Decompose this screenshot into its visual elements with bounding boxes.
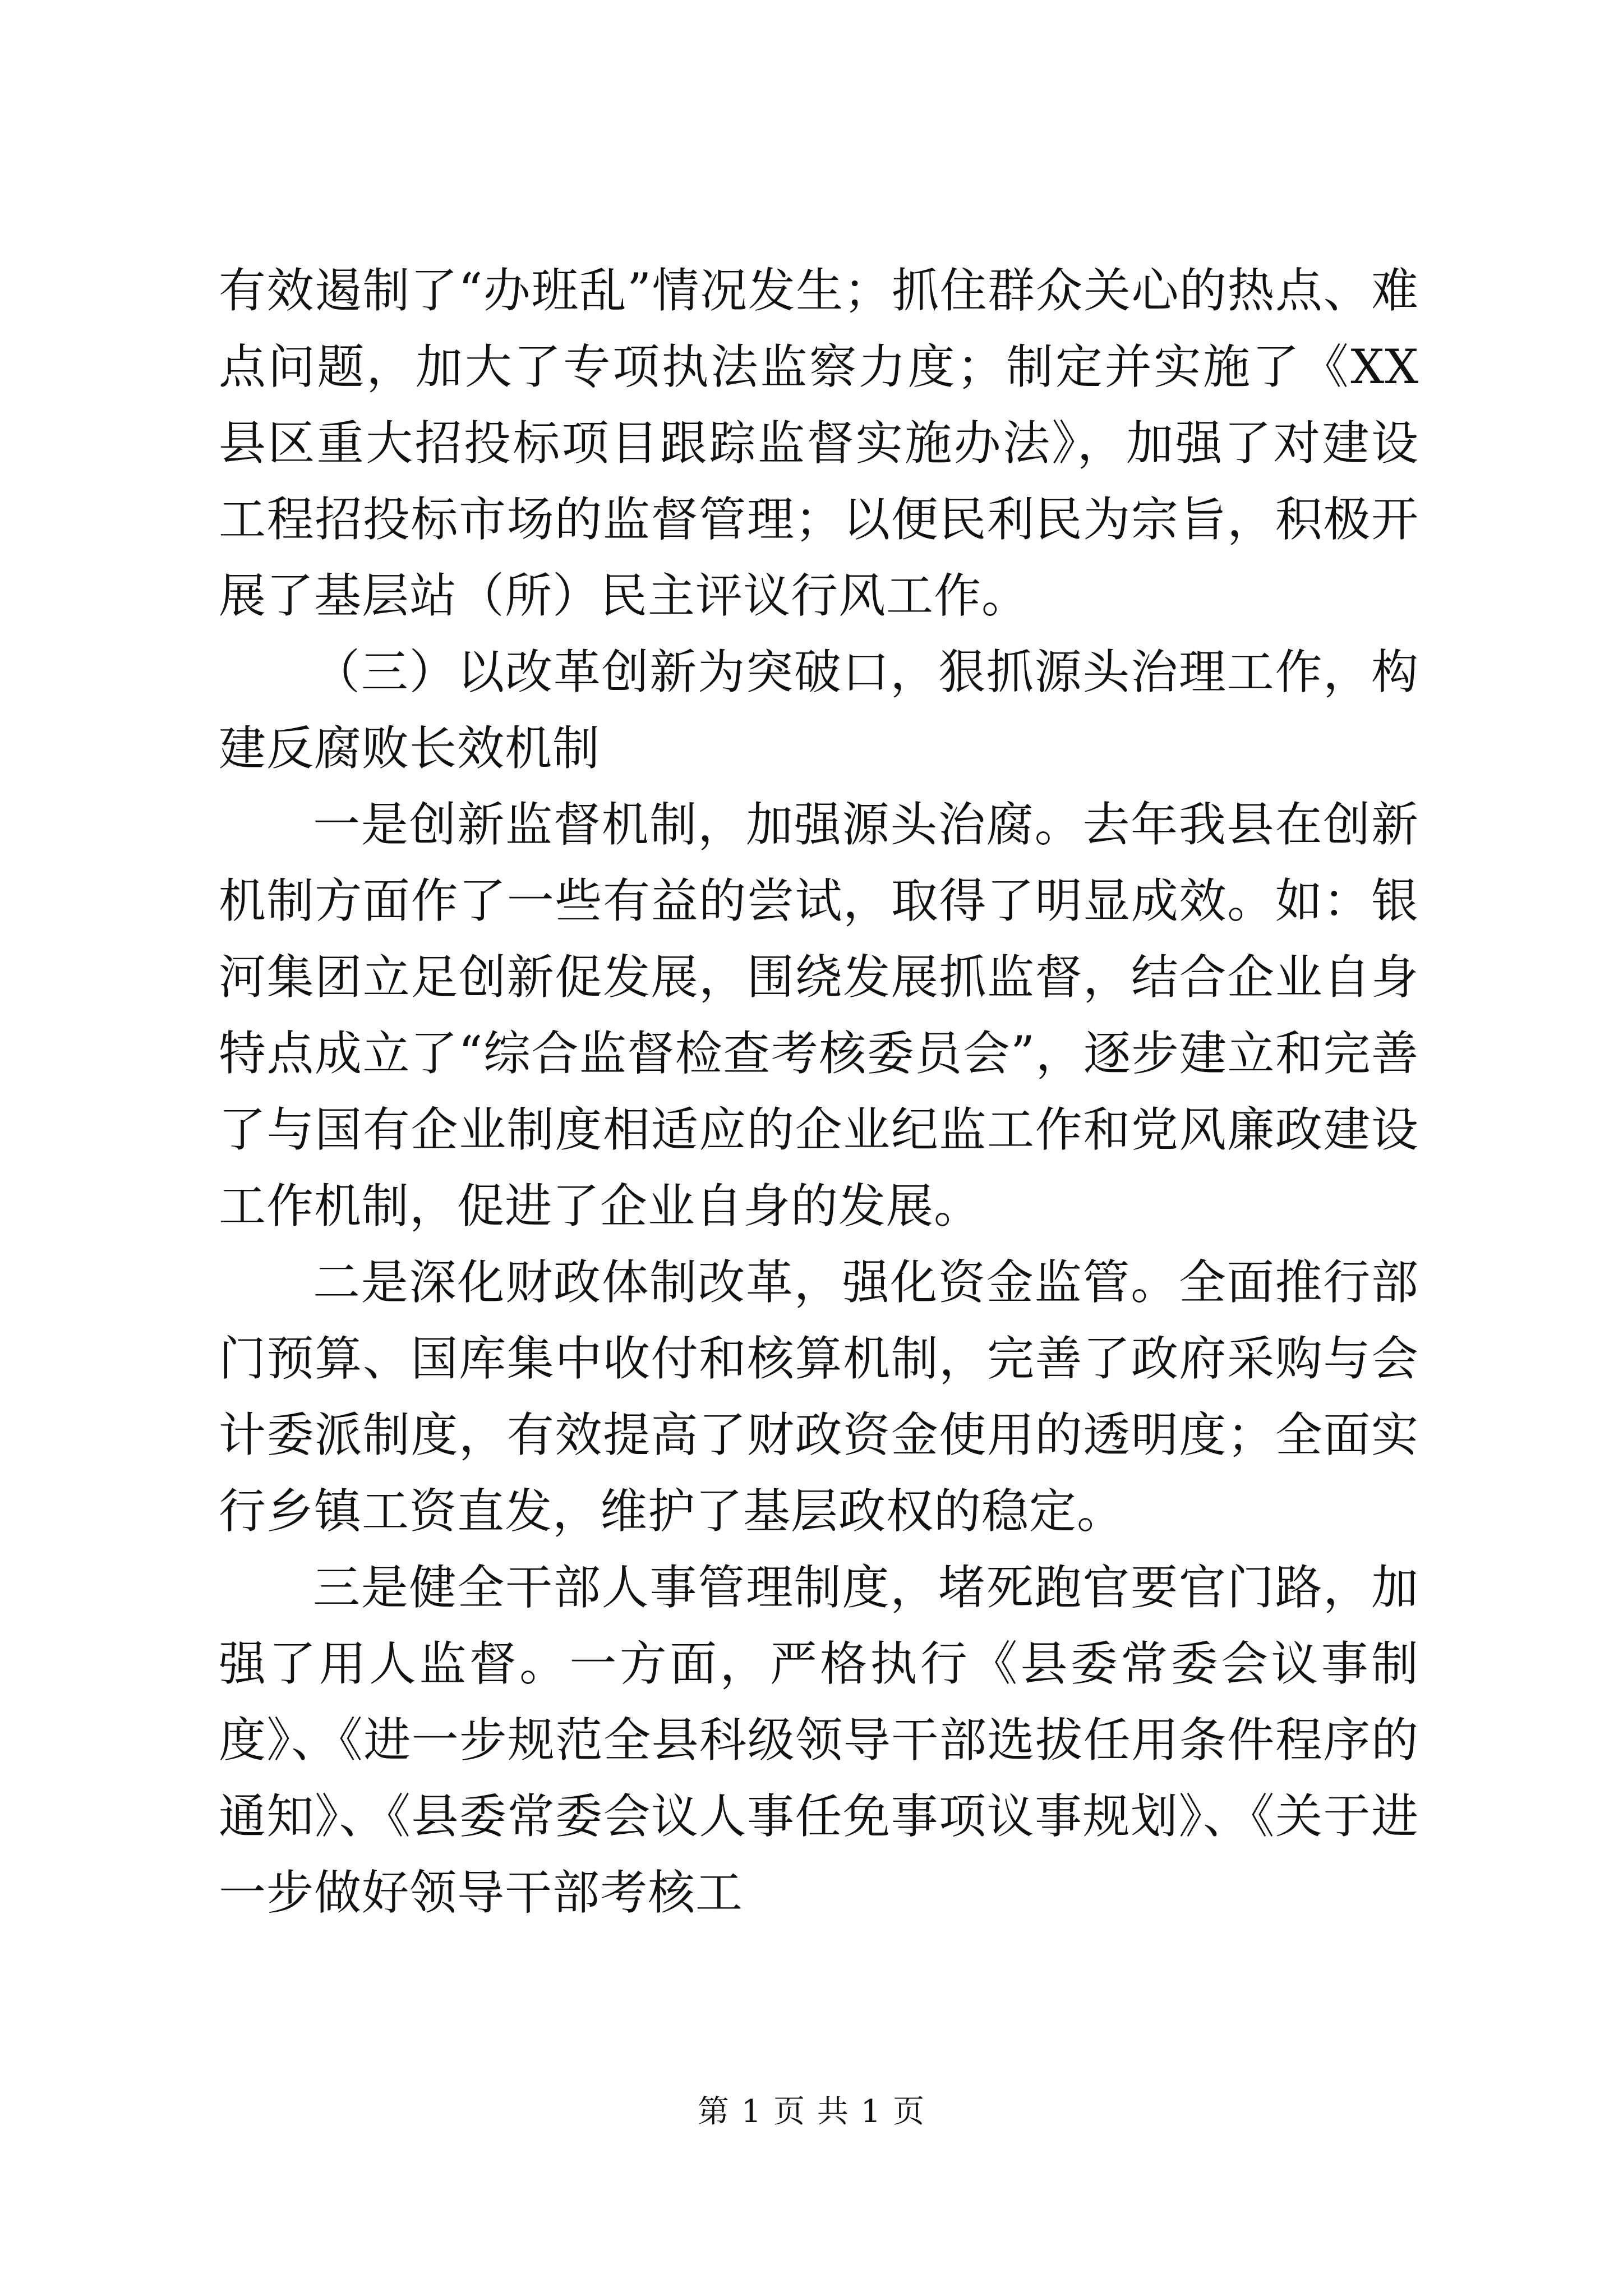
paragraph-continuation: 有效遏制了“办班乱”情况发生；抓住群众关心的热点、难点问题，加大了专项执法监察力度；制定并实施了《XX县区重大招投标项目跟踪监督实施办法》，加强了对建设工程招投标市场的监督管理；以便民利民为宗旨，积极开展了基层站（所）民主评议行风工作。 — [219, 263, 1419, 623]
section-heading: （三）以改革创新为突破口，狠抓源头治理工作，构建反腐败长效机制 — [219, 645, 1419, 776]
paragraph-fiscal-reform: 二是深化财政体制改革，强化资金监管。全面推行部门预算、国库集中收付和核算机制，完善了政府采购与会计委派制度，有效提高了财政资金使用的透明度；全面实行乡镇工资直发，维护了基层政权的稳定。 — [219, 1255, 1419, 1539]
paragraph-supervision-mechanism: 一是创新监督机制，加强源头治腐。去年我县在创新机制方面作了一些有益的尝试，取得了明显成效。如：银河集团立足创新促发展，围绕发展抓监督，结合企业自身特点成立了“综合监督检查考核委员会”，逐步建立和完善了与国有企业制度相适应的企业纪监工作和党风廉政建设工作机制，促进了企业自身的发展。 — [219, 797, 1419, 1234]
document-body — [219, 252, 1419, 1931]
page-number-footer: 第 1 页 共 1 页 — [697, 2093, 926, 2130]
paragraph-personnel-management: 三是健全干部人事管理制度，堵死跑官要官门路，加强了用人监督。一方面，严格执行《县委常委会议事制度》、《进一步规范全县科级领导干部选拔任用条件程序的通知》、《县委常委会议人事任免事项议事规划》、《关于进一步做好领导干部考核工 — [219, 1560, 1419, 1920]
